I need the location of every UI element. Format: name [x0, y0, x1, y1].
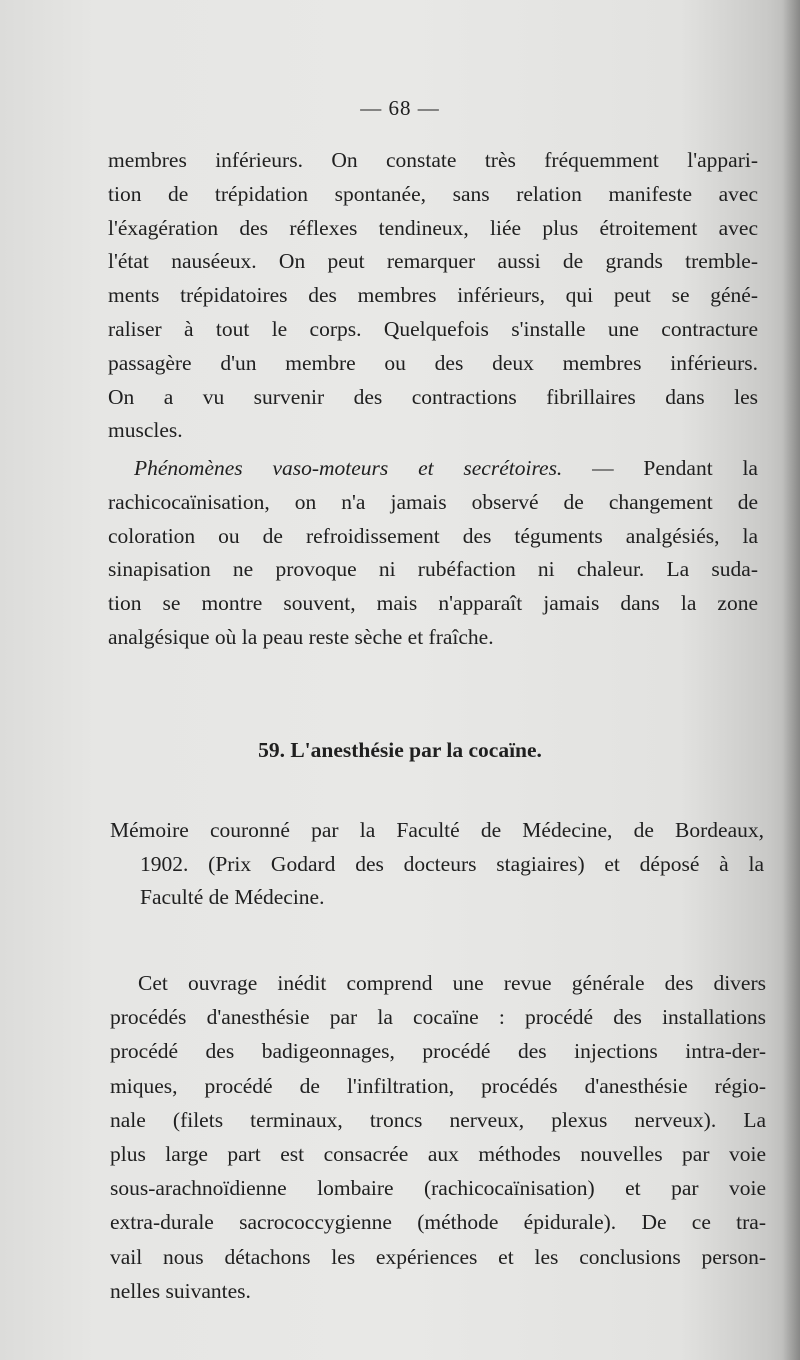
text-line: sinapisation ne provoque ni rubéfaction ni chaleur. La suda- [108, 557, 758, 582]
text-line: membres inférieurs. On constate très fréquemment l'appari- [108, 148, 758, 172]
text-line [108, 452, 758, 486]
text-line: muscles. [108, 418, 183, 443]
paragraph-vasomotor [108, 452, 758, 655]
text-line: Mémoire couronné par la Faculté de Médecine, de Bordeaux, [110, 818, 764, 842]
text-line: coloration ou de refroidissement des téguments analgésiés, la [108, 523, 758, 548]
italic-subheading: Phénomènes vaso-moteurs et secrétoires. [134, 456, 563, 480]
text-line: l'éxagération des réflexes tendineux, liée plus étroitement avec [108, 215, 758, 240]
text-line: nelles suivantes. [110, 1278, 251, 1303]
text-line: sous-arachnoïdienne lombaire (rachicocaïnisation) et par voie [110, 1176, 766, 1201]
text-line: ments trépidatoires des membres inférieurs, qui peut se géné- [108, 283, 758, 308]
text-line: nale (filets terminaux, troncs nerveux, plexus nerveux). La [110, 1107, 766, 1132]
text-line: procédés d'anesthésie par la cocaïne : procédé des installations [110, 1005, 766, 1030]
text-line: On a vu survenir des contractions fibrillaires dans les [108, 384, 758, 409]
text-line: analgésique où la peau reste sèche et fraîche. [108, 624, 494, 649]
text-line: procédé des badigeonnages, procédé des injections intra-der- [110, 1039, 766, 1064]
text-line: l'état nauséeux. On peut remarquer aussi de grands tremble- [108, 249, 758, 274]
text-line: tion se montre souvent, mais n'apparaît jamais dans la zone [108, 591, 758, 616]
text-line: plus large part est consacrée aux méthodes nouvelles par voie [110, 1142, 766, 1167]
memoire-note [110, 814, 764, 915]
text-line: raliser à tout le corps. Quelquefois s'installe une contracture [108, 316, 758, 341]
text-line: 1902. (Prix Godard des docteurs stagiaires) et déposé à la [140, 851, 764, 876]
text-line: extra-durale sacrococcygienne (méthode épidurale). De ce tra- [110, 1210, 766, 1235]
paragraph-ouvrage [110, 966, 766, 1308]
binding-shadow [782, 0, 800, 1360]
paragraph-reflexes [108, 144, 758, 448]
text-line: passagère d'un membre ou des deux membres inférieurs. [108, 350, 758, 375]
page-number: — 68 — [360, 96, 440, 120]
text-line: Cet ouvrage inédit comprend une revue générale des divers [138, 971, 766, 995]
text-line: vail nous détachons les expériences et les conclusions person- [110, 1244, 766, 1269]
text-line: rachicocaïnisation, on n'a jamais observé de changement de [108, 489, 758, 514]
text-line: Faculté de Médecine. [140, 885, 325, 909]
text-line: miques, procédé de l'infiltration, procédés d'anesthésie régio- [110, 1073, 766, 1098]
section-heading: 59. L'anesthésie par la cocaïne. [258, 738, 542, 762]
lead-text: — Pendant la [562, 456, 758, 480]
text-line: tion de trépidation spontanée, sans relation manifeste avec [108, 181, 758, 206]
